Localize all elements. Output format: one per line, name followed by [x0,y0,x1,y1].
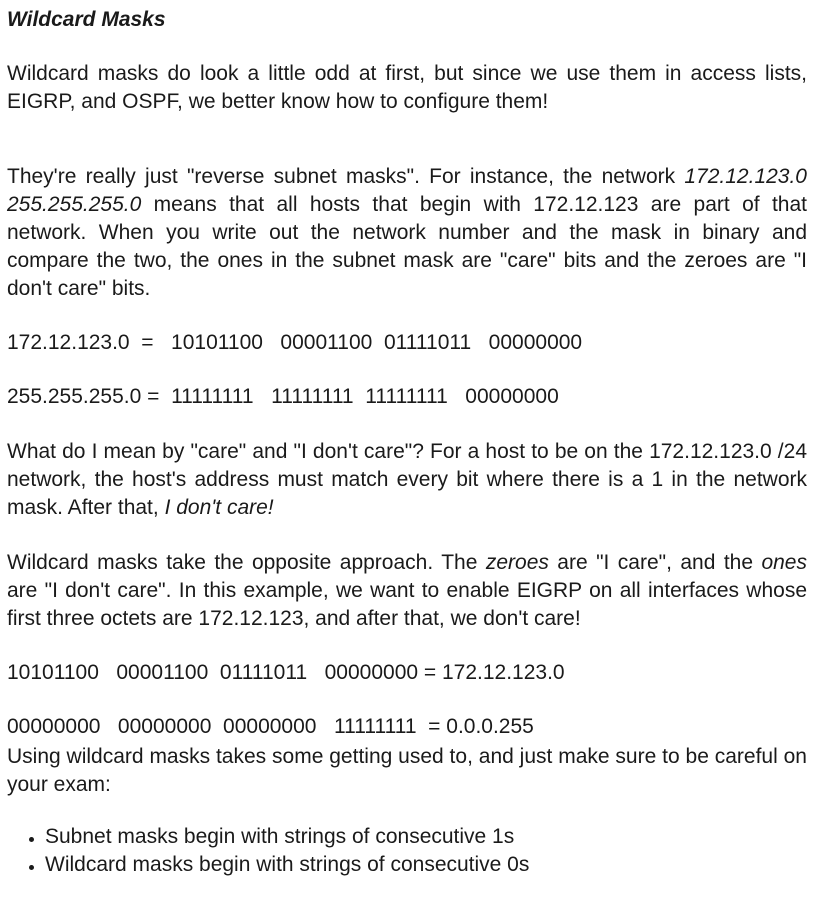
paragraph-emphasis: zeroes [485,551,549,574]
binary-row-address: 10101100 00001100 01111011 00000000 = 172.12.123.0 [7,661,565,684]
paragraph-text: are "I care", and the [548,551,762,574]
paragraph-text: What do I mean by "care" and "I don't care"? For a host to be on the 172.12.123.0 /24 network, the host's address must match every bit where there is a 1 in the network mask. After that, [7,440,807,519]
binary-row-mask: 255.255.255.0 = 11111111 11111111 11111111 00000000 [7,385,559,408]
paragraph-emphasis: I don't care! [164,496,274,519]
paragraph-text: are "I don't care". In this example, we want to enable EIGRP on all interfaces whose first three octets are 172.12.123, and after that, we don't care! [7,579,807,630]
list-item: Subnet masks begin with strings of consecutive 1s [45,823,807,851]
list-item: Wildcard masks begin with strings of consecutive 0s [45,851,807,879]
paragraph-emphasis: 172.12.123.0 255.255.255.0 [7,165,807,216]
opposite-approach-paragraph [7,549,807,633]
paragraph-text: They're really just "reverse subnet masks". For instance, the network [7,165,685,188]
paragraph-text: means that all hosts that begin with 172.12.123 are part of that network. When you write out the network number and the mask in binary and compare the two, the ones in the subnet mask are "care" bits and the zeroes are "I don't care" bits. [7,193,807,300]
binary-row-network: 172.12.123.0 = 10101100 00001100 01111011 00000000 [7,331,583,354]
bullet-list [7,823,807,879]
paragraph-emphasis: ones [761,551,807,574]
paragraph-text: Wildcard masks take the opposite approach. The [7,551,486,574]
document-heading: Wildcard Masks [7,8,166,31]
binary-row-wildcard: 00000000 00000000 00000000 11111111 = 0.0.0.255 [7,715,534,738]
intro-paragraph: Wildcard masks do look a little odd at first, but since we use them in access lists, EIGRP, and OSPF, we better know how to configure them! [7,62,807,113]
exam-paragraph: Using wildcard masks takes some getting used to, and just make sure to be careful on your exam: [7,745,807,796]
reverse-subnet-paragraph [7,163,807,303]
care-paragraph [7,438,807,522]
